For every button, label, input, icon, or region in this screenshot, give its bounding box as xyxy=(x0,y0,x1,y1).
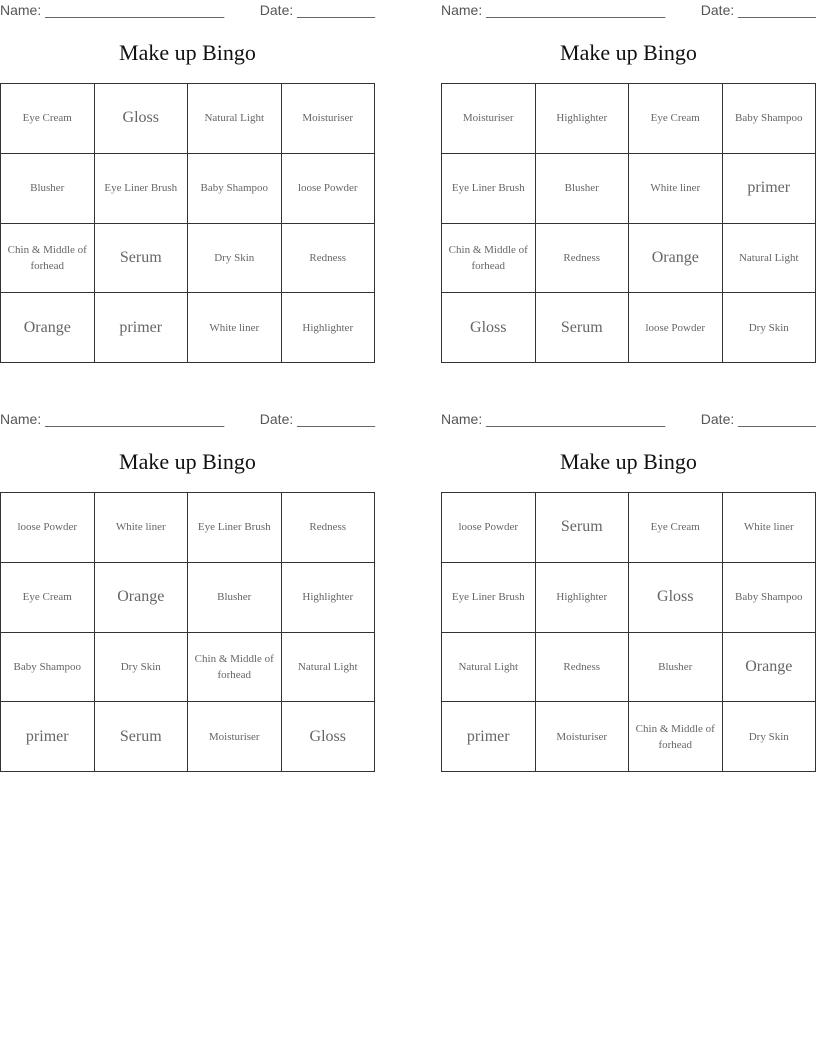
grid-row xyxy=(1,562,375,632)
bingo-cell: Eye Liner Brush xyxy=(188,493,282,563)
bingo-cell: Blusher xyxy=(1,153,95,223)
bingo-cell: White liner xyxy=(188,293,282,363)
bingo-card-2 xyxy=(441,0,816,365)
date-field-label: Date: __________ xyxy=(259,2,375,18)
bingo-cell: Highlighter xyxy=(535,84,629,154)
bingo-cell: Eye Cream xyxy=(1,562,95,632)
bingo-cell: Chin & Middle of forhead xyxy=(442,223,536,293)
bingo-cell: Gloss xyxy=(629,562,723,632)
name-field-label: Name: _______________________ xyxy=(441,2,666,18)
bingo-cell: Baby Shampoo xyxy=(1,632,95,702)
bingo-cell: Highlighter xyxy=(281,293,375,363)
grid-row xyxy=(1,223,375,293)
bingo-cell: Orange xyxy=(629,223,723,293)
grid-row xyxy=(442,493,816,563)
grid-row xyxy=(442,153,816,223)
bingo-cell: Orange xyxy=(94,562,188,632)
bingo-cell: Redness xyxy=(535,632,629,702)
bingo-cell: Moisturiser xyxy=(442,84,536,154)
bingo-cell: Blusher xyxy=(535,153,629,223)
card-header xyxy=(0,0,375,20)
bingo-cell: Eye Liner Brush xyxy=(442,153,536,223)
bingo-cell: Gloss xyxy=(94,84,188,154)
card-title: Make up Bingo xyxy=(560,40,697,65)
bingo-cell: primer xyxy=(722,153,816,223)
bingo-cell: Blusher xyxy=(629,632,723,702)
bingo-cell: primer xyxy=(1,702,95,772)
bingo-cell: loose Powder xyxy=(442,493,536,563)
grid-row xyxy=(442,702,816,772)
bingo-cell: Baby Shampoo xyxy=(722,562,816,632)
grid-row xyxy=(442,632,816,702)
bingo-cell: Serum xyxy=(94,223,188,293)
bingo-cell: primer xyxy=(94,293,188,363)
bingo-cell: Eye Liner Brush xyxy=(94,153,188,223)
grid-row xyxy=(442,223,816,293)
bingo-cell: Moisturiser xyxy=(188,702,282,772)
bingo-cell: Dry Skin xyxy=(722,702,816,772)
bingo-cell: Eye Cream xyxy=(629,493,723,563)
bingo-cell: loose Powder xyxy=(629,293,723,363)
bingo-cell: White liner xyxy=(629,153,723,223)
card-title: Make up Bingo xyxy=(560,449,697,474)
bingo-cell: Baby Shampoo xyxy=(722,84,816,154)
date-field-label: Date: __________ xyxy=(259,411,375,427)
bingo-card-3 xyxy=(0,409,375,774)
grid-row xyxy=(442,84,816,154)
grid-row xyxy=(1,84,375,154)
bingo-cell: Eye Cream xyxy=(629,84,723,154)
bingo-cell: Moisturiser xyxy=(281,84,375,154)
bingo-cell: Chin & Middle of forhead xyxy=(1,223,95,293)
bingo-cell: Redness xyxy=(281,223,375,293)
bingo-cell: Serum xyxy=(535,493,629,563)
grid-row xyxy=(1,702,375,772)
bingo-cell: Natural Light xyxy=(722,223,816,293)
bingo-cell: Blusher xyxy=(188,562,282,632)
bingo-cell: Natural Light xyxy=(442,632,536,702)
card-header xyxy=(441,409,816,429)
bingo-card-4 xyxy=(441,409,816,774)
card-header xyxy=(0,409,375,429)
bingo-cell: loose Powder xyxy=(1,493,95,563)
grid-row xyxy=(1,493,375,563)
name-field-label: Name: _______________________ xyxy=(441,411,666,427)
bingo-cell: Orange xyxy=(1,293,95,363)
bingo-cell: Moisturiser xyxy=(535,702,629,772)
bingo-cell: Chin & Middle of forhead xyxy=(629,702,723,772)
date-field-label: Date: __________ xyxy=(700,2,816,18)
bingo-cell: Highlighter xyxy=(281,562,375,632)
bingo-cell: Dry Skin xyxy=(188,223,282,293)
bingo-cell: Redness xyxy=(535,223,629,293)
bingo-cell: Dry Skin xyxy=(94,632,188,702)
name-field-label: Name: _______________________ xyxy=(0,411,225,427)
date-field-label: Date: __________ xyxy=(700,411,816,427)
grid-row xyxy=(442,293,816,363)
bingo-cell: White liner xyxy=(94,493,188,563)
bingo-grid xyxy=(441,83,816,363)
bingo-cell: loose Powder xyxy=(281,153,375,223)
bingo-grid xyxy=(441,492,816,772)
card-title: Make up Bingo xyxy=(119,40,256,65)
name-field-label: Name: _______________________ xyxy=(0,2,225,18)
card-title: Make up Bingo xyxy=(119,449,256,474)
bingo-cell: Serum xyxy=(94,702,188,772)
bingo-cell: Orange xyxy=(722,632,816,702)
bingo-cell: Gloss xyxy=(442,293,536,363)
bingo-cell: Natural Light xyxy=(281,632,375,702)
bingo-cell: Serum xyxy=(535,293,629,363)
bingo-cell: Redness xyxy=(281,493,375,563)
bingo-grid xyxy=(0,492,375,772)
bingo-cell: Gloss xyxy=(281,702,375,772)
bingo-cell: Dry Skin xyxy=(722,293,816,363)
card-header xyxy=(441,0,816,20)
bingo-card-1 xyxy=(0,0,375,365)
grid-row xyxy=(1,293,375,363)
bingo-cell: White liner xyxy=(722,493,816,563)
bingo-grid xyxy=(0,83,375,363)
grid-row xyxy=(1,153,375,223)
bingo-cell: Eye Cream xyxy=(1,84,95,154)
grid-row xyxy=(1,632,375,702)
bingo-cell: Natural Light xyxy=(188,84,282,154)
bingo-cell: Highlighter xyxy=(535,562,629,632)
bingo-cell: Eye Liner Brush xyxy=(442,562,536,632)
bingo-cell: Baby Shampoo xyxy=(188,153,282,223)
grid-row xyxy=(442,562,816,632)
bingo-cell: primer xyxy=(442,702,536,772)
bingo-cell: Chin & Middle of forhead xyxy=(188,632,282,702)
